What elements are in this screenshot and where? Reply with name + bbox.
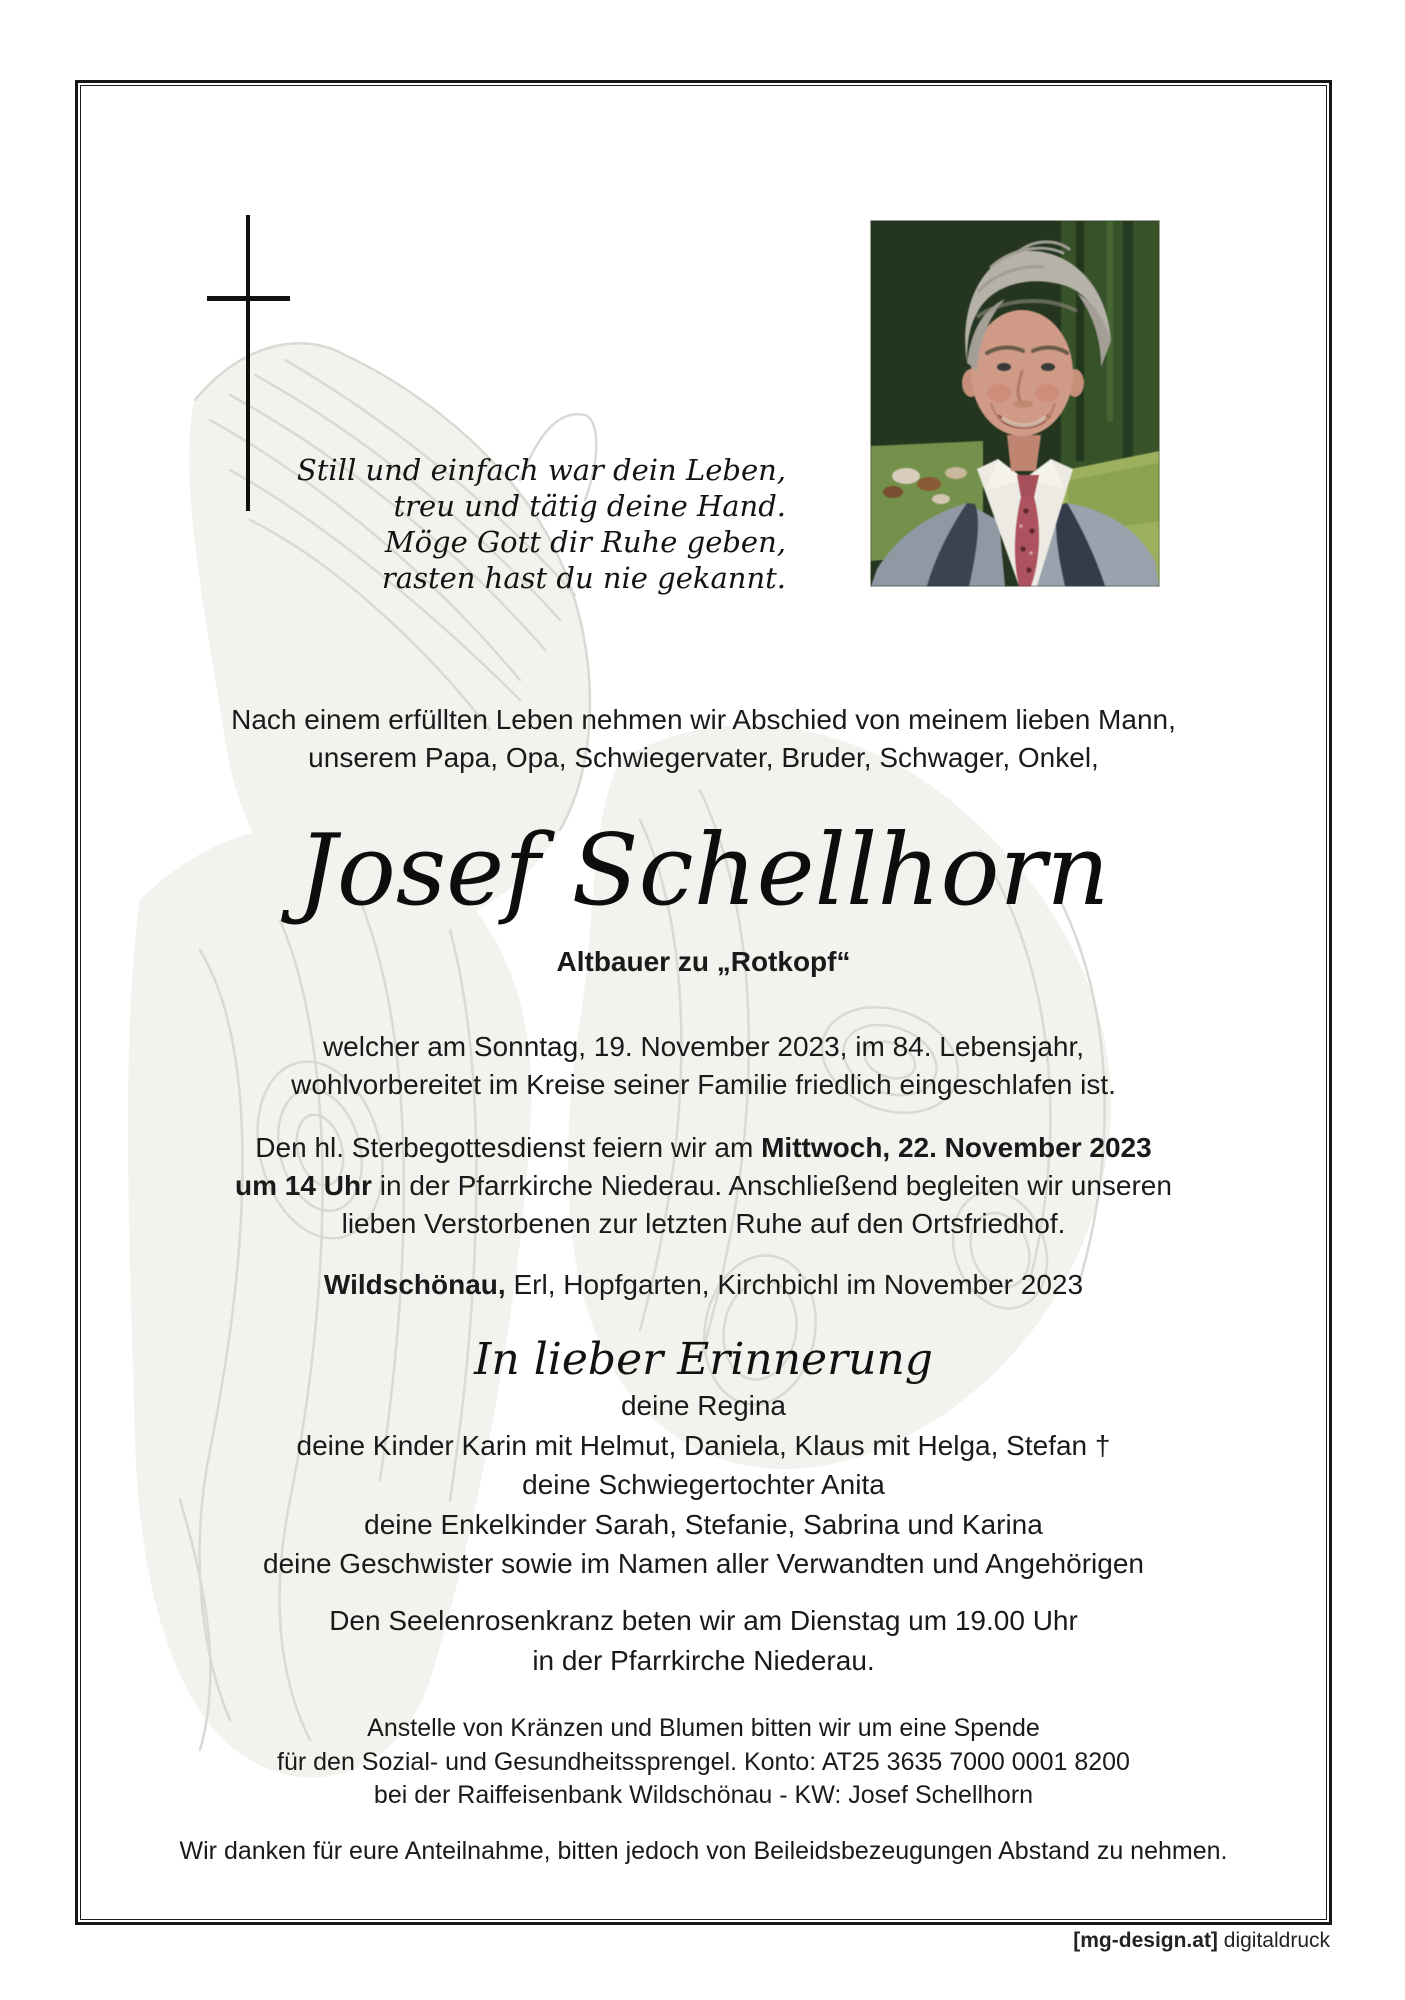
remembrance-line: deine Geschwister sowie im Namen aller Verwandten und Angehörigen — [263, 1548, 1144, 1579]
rosary-line: Den Seelenrosenkranz beten wir am Dienstag um 19.00 Uhr — [329, 1605, 1078, 1636]
poem-line: treu und tätig deine Hand. — [393, 489, 786, 523]
rosary-info — [75, 1601, 1332, 1681]
funeral-service-info — [75, 1129, 1332, 1243]
print-credit — [75, 1929, 1330, 1953]
print-credit-brand: [mg-design.at] — [1073, 1929, 1218, 1952]
remembrance-line: deine Schwiegertochter Anita — [522, 1469, 885, 1500]
service-line: lieben Verstorbenen zur letzten Ruhe auf den Ortsfriedhof. — [341, 1208, 1066, 1239]
introduction-text — [75, 701, 1332, 777]
donation-line: Anstelle von Kränzen und Blumen bitten wir um eine Spende — [367, 1714, 1040, 1742]
deceased-title: Altbauer zu „Rotkopf“ — [556, 946, 851, 977]
memorial-poem — [280, 452, 786, 596]
intro-line: unserem Papa, Opa, Schwiegervater, Bruder, Schwager, Onkel, — [308, 742, 1099, 773]
remembrance-list — [75, 1386, 1332, 1584]
service-time-bold: um 14 Uhr — [235, 1170, 372, 1201]
place-date-line — [75, 1266, 1332, 1304]
service-line — [75, 1129, 1332, 1167]
place-bold: Wildschönau, — [323, 1269, 506, 1300]
rosary-line: in der Pfarrkirche Niederau. — [532, 1645, 875, 1676]
thanks-line: Wir danken für eure Anteilnahme, bitten jedoch von Beileidsbezeugungen Abstand zu nehmen. — [179, 1837, 1228, 1865]
place-rest: Erl, Hopfgarten, Kirchbichl im November 2023 — [505, 1269, 1084, 1300]
death-info-line: welcher am Sonntag, 19. November 2023, im 84. Lebensjahr, — [322, 1031, 1085, 1062]
service-text: in der Pfarrkirche Niederau. Anschließend begleiten wir unseren — [371, 1170, 1172, 1201]
cross-icon — [246, 215, 250, 511]
remembrance-line: deine Regina — [620, 1390, 787, 1421]
print-credit-type: digitaldruck — [1217, 1929, 1330, 1952]
donation-line: bei der Raiffeisenbank Wildschönau - KW: Josef Schellhorn — [373, 1781, 1034, 1809]
poem-line: rasten hast du nie gekannt. — [381, 561, 786, 595]
cross-icon-bar — [207, 296, 290, 301]
deceased-name: Josef Schellhorn — [297, 814, 1110, 928]
remembrance-line: deine Enkelkinder Sarah, Stefanie, Sabrina und Karina — [364, 1508, 1043, 1540]
service-line — [75, 1167, 1332, 1205]
remembrance-line: deine Kinder Karin mit Helmut, Daniela, Klaus mit Helga, Stefan † — [296, 1429, 1111, 1461]
remembrance-heading: In lieber Erinnerung — [474, 1334, 933, 1385]
donation-info — [75, 1712, 1332, 1813]
service-text: Den hl. Sterbegottesdienst feiern wir am — [255, 1132, 762, 1163]
poem-line: Möge Gott dir Ruhe geben, — [384, 525, 786, 559]
death-info-line: wohlvorbereitet im Kreise seiner Familie friedlich eingeschlafen ist. — [291, 1069, 1116, 1100]
portrait-photo — [870, 220, 1160, 587]
service-date-bold: Mittwoch, 22. November 2023 — [761, 1132, 1152, 1163]
death-info — [75, 1028, 1332, 1104]
intro-line: Nach einem erfüllten Leben nehmen wir Abschied von meinem lieben Mann, — [231, 704, 1176, 735]
donation-line: für den Sozial- und Gesundheitssprengel. Konto: AT25 3635 7000 0001 8200 — [277, 1747, 1130, 1776]
poem-line: Still und einfach war dein Leben, — [296, 453, 786, 487]
